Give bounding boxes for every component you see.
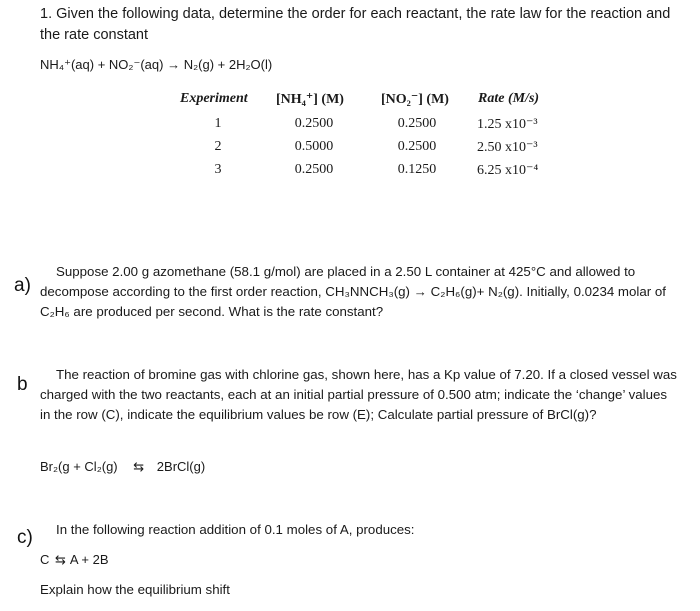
table-cell: 3	[214, 162, 222, 177]
question-c-explain: Explain how the equilibrium shift	[40, 582, 230, 597]
eq-reactants: Br₂(g + Cl₂(g)	[40, 459, 118, 474]
table-cell: 1	[214, 116, 222, 131]
eq-no2: NO₂⁻(aq)	[108, 57, 164, 72]
table-cell: 0.2500	[397, 116, 437, 131]
header-no2: [NO₂⁻] (M)	[381, 92, 449, 107]
question-a-marker: a)	[14, 275, 31, 296]
eq-arrow: →	[167, 57, 181, 72]
question-b-equation	[40, 459, 205, 475]
table-cell: 0.1250	[397, 162, 437, 177]
equilibrium-arrow-icon: ⇆	[133, 459, 144, 474]
eq-plus: +	[217, 57, 226, 72]
table-cell: 2	[214, 139, 222, 154]
eq-nh4: NH₄⁺(aq)	[40, 57, 95, 72]
eq-products: 2BrCl(g)	[156, 459, 206, 474]
question-a-text: Suppose 2.00 g azomethane (58.1 g/mol) are placed in a 2.50 L container at 425°C and allowed to decompose according to the first order reaction, CH₃NNCH₃(g) → C₂H₆(g)+ N₂(g). Initially, 0.0234 molar of C₂H₆ are produced per second. What is the rate constant?	[40, 264, 666, 319]
eq-h2o: 2H₂O(l)	[228, 57, 273, 72]
eq-reactant: C	[40, 552, 50, 567]
question-1-title: 1. Given the following data, determine the order for each reactant, the rate law for the reaction and the rate constant	[40, 6, 671, 43]
eq-products: A + 2B	[69, 552, 109, 567]
eq-plus: +	[97, 57, 106, 72]
table-cell: 0.2500	[294, 162, 334, 177]
question-c-text: In the following reaction addition of 0.1 moles of A, produces:	[56, 522, 415, 537]
question-c-marker: c)	[17, 527, 33, 548]
table-cell: 1.25 x10⁻³	[477, 117, 538, 132]
header-experiment: Experiment	[180, 91, 248, 106]
table-cell: 0.2500	[294, 116, 334, 131]
table-cell: 6.25 x10⁻⁴	[477, 163, 539, 178]
table-cell: 0.5000	[294, 139, 334, 154]
header-rate: Rate (M/s)	[478, 91, 540, 106]
eq-n2: N₂(g)	[183, 57, 215, 72]
header-nh4: [NH₄⁺] (M)	[276, 92, 344, 107]
table-cell: 0.2500	[397, 139, 437, 154]
question-c-equation	[40, 552, 109, 568]
table-cell: 2.50 x10⁻³	[477, 140, 538, 155]
rate-data-table	[0, 0, 700, 200]
question-b-text: The reaction of bromine gas with chlorine gas, shown here, has a Kp value of 7.20. If a closed vessel was charged with the two reactants, each at an initial partial pressure of 0.500 atm; indicate the ‘change’ values in the row (C), indicate the equilibrium values be row (E); Calculate partial pressure of BrCl(g)?	[40, 367, 677, 422]
question-b-marker: b	[17, 374, 28, 395]
equilibrium-arrow-icon: ⇆	[55, 552, 65, 567]
